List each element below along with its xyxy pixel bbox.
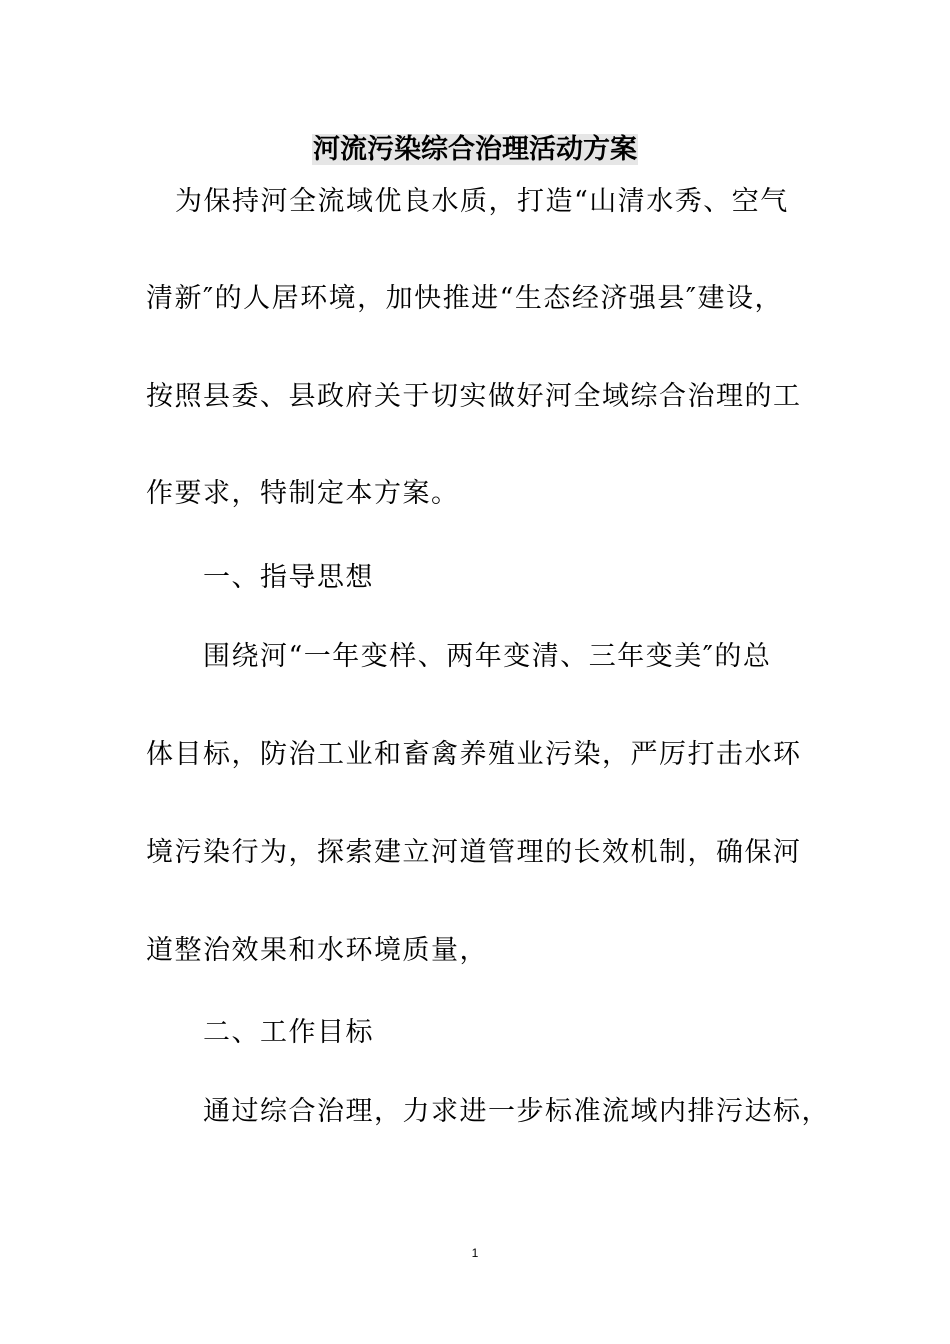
paragraph-line: 围绕河“一年变样、两年变清、三年变美″的总 (203, 641, 772, 672)
paragraph-line: 通过综合治理，力求进一步标准流域内排污达标， (203, 1096, 830, 1127)
paragraph-line: 按照县委、县政府关于切实做好河全域综合治理的工 (146, 381, 802, 412)
section-heading: 二、工作目标 (203, 1017, 374, 1048)
paragraph-line: 道整治效果和水环境质量， (146, 935, 488, 966)
paragraph-line: 体目标，防治工业和畜禽养殖业污染，严厉打击水环 (146, 739, 802, 770)
paragraph-line: 境污染行为，探索建立河道管理的长效机制，确保河 (146, 837, 802, 868)
paragraph-line: 清新″的人居环境，加快推进“生态经济强县″建设， (146, 283, 783, 314)
page-number: 1 (471, 1246, 479, 1260)
paragraph-line: 为保持河全流域优良水质，打造“山清水秀、空气 (175, 186, 789, 217)
section-heading: 一、指导思想 (203, 562, 374, 593)
document-title: 河流污染综合治理活动方案 (313, 134, 637, 165)
paragraph-line: 作要求，特制定本方案。 (146, 478, 460, 509)
